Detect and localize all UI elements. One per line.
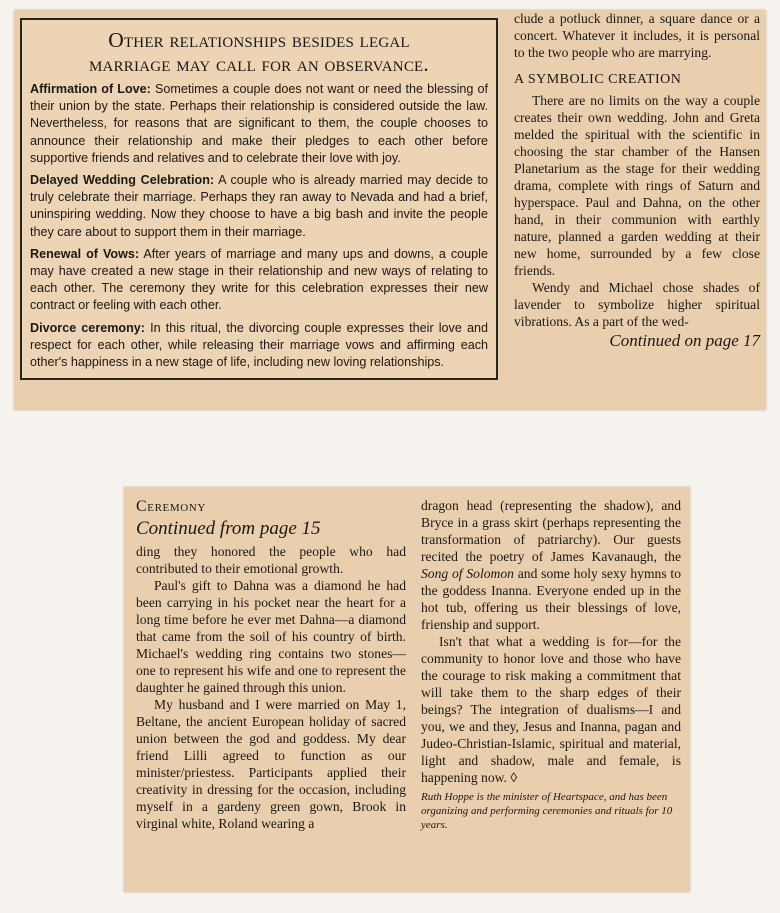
sidebar-term: Divorce ceremony: (30, 320, 145, 335)
song-title: Song of Solomon (421, 566, 514, 581)
article-paragraph: clude a potluck dinner, a square dance or a concert. Whatever it includes, it is personal to the two people who are marrying. (514, 11, 760, 60)
top-clipping (14, 10, 766, 410)
article-paragraph: Paul's gift to Dahna was a diamond he had been carrying in his pocket near the heart for a long time before he ever met Dahna—a diamond that came from the soil of his country of birth. Michael's wedding ring contains two stones—one to represent his wife and one to represent the daughter he gained through this union. (136, 578, 406, 695)
article-column (514, 10, 760, 349)
sidebar-term: Renewal of Vows: (30, 246, 140, 261)
sidebar-text: Sometimes a couple does not want or need the blessing of their union by the state. Perhaps their relationship is considered outside the law. Nevertheless, for reasons that are significant to them, the couple chooses to announce their relationship and make their pledges to each other before supportive friends and relatives and to celebrate their love with joy. (30, 82, 488, 165)
sidebar-box (20, 18, 498, 380)
article-column-right (421, 497, 681, 832)
sidebar-item-divorce (30, 320, 488, 372)
article-paragraph: There are no limits on the way a couple creates their own wedding. John and Greta melded the spiritual with the scientific in choosing the star chamber of the Hansen Planetarium as the stage for their wedding drama, complete with rings of Saturn and hyperspace. Paul and Dahna, on the other hand, in their communion with earthly nature, planned a garden wedding at their new home, surrounded by a few close friends. (514, 93, 760, 278)
sidebar-text: A couple who is already married may decide to truly celebrate their marriage. Perhaps they ran away to Nevada and had a brief, uninspiring wedding. Now they choose to have a big bash and invite the people they care about to support them in their marriage. (30, 173, 488, 239)
sidebar-title (30, 28, 488, 76)
text-run: dragon head (representing the shadow), and Bryce in a grass skirt (perhaps representing the transformation of patriarchy). Our guests recited the poetry of James Kavanaugh, the (421, 498, 681, 564)
sidebar-text: After years of marriage and many ups and downs, a couple may have created a new stage in their relationship and new ways of relating to each other. The ceremony they write for this celebration expresses their new contract or feeling with each other. (30, 246, 488, 313)
section-heading: Ceremony (136, 498, 206, 515)
subheading: A SYMBOLIC CREATION (514, 72, 682, 87)
sidebar-title-line: Other relationships besides legal (108, 28, 410, 52)
article-paragraph: Wendy and Michael chose shades of lavender to symbolize higher spiritual vibrations. As a part of the wed- (514, 280, 760, 329)
sidebar-title-line: marriage may call for an observance. (89, 52, 429, 76)
text-run: and some holy sexy hymns to the goddess Inanna. Everyone ended up in the hot tub, offering us their blessings of love, frienship and support. (421, 566, 681, 632)
article-paragraph: ding they honored the people who had contributed to their emotional growth. (136, 544, 406, 576)
article-column-left (136, 497, 406, 832)
continued-from-label: Continued from page 15 (136, 518, 321, 539)
article-paragraph: My husband and I were married on May 1, Beltane, the ancient European holiday of sacred union between the god and goddess. My dear friend Lilli agreed to function as our minister/priestess. Participants applied their creativity in dressing for the occasion, including myself in a gardeny green gown, Brook in virginal white, Roland wearing a (136, 697, 406, 831)
sidebar-item-delayed (30, 172, 488, 241)
author-bio: Ruth Hoppe is the minister of Heartspace, and has been organizing and performing ceremonies and rituals for 10 years. (421, 791, 673, 831)
article-paragraph: Isn't that what a wedding is for—for the community to honor love and those who have the courage to risk making a commitment that will take them to the sharp edges of their beings? The integration of dualisms—I and you, we and they, Jesus and Inanna, pagan and Judeo-Christian-Islamic, spiritual and material, light and shadow, male and female, is happening now. ◊ (421, 634, 681, 785)
sidebar-term: Affirmation of Love: (30, 82, 151, 96)
bottom-clipping (124, 487, 690, 892)
sidebar-item-renewal (30, 246, 488, 315)
continued-on-label: Continued on page 17 (609, 331, 760, 350)
sidebar-item-affirmation (30, 81, 488, 167)
article-paragraph (421, 497, 681, 633)
sidebar-text: In this ritual, the divorcing couple expresses their love and respect for each other, while releasing their marriage vows and affirming each other's happiness in a new stage of life, including new loving relationships. (30, 320, 488, 370)
sidebar-term: Delayed Wedding Celebration: (30, 173, 215, 188)
